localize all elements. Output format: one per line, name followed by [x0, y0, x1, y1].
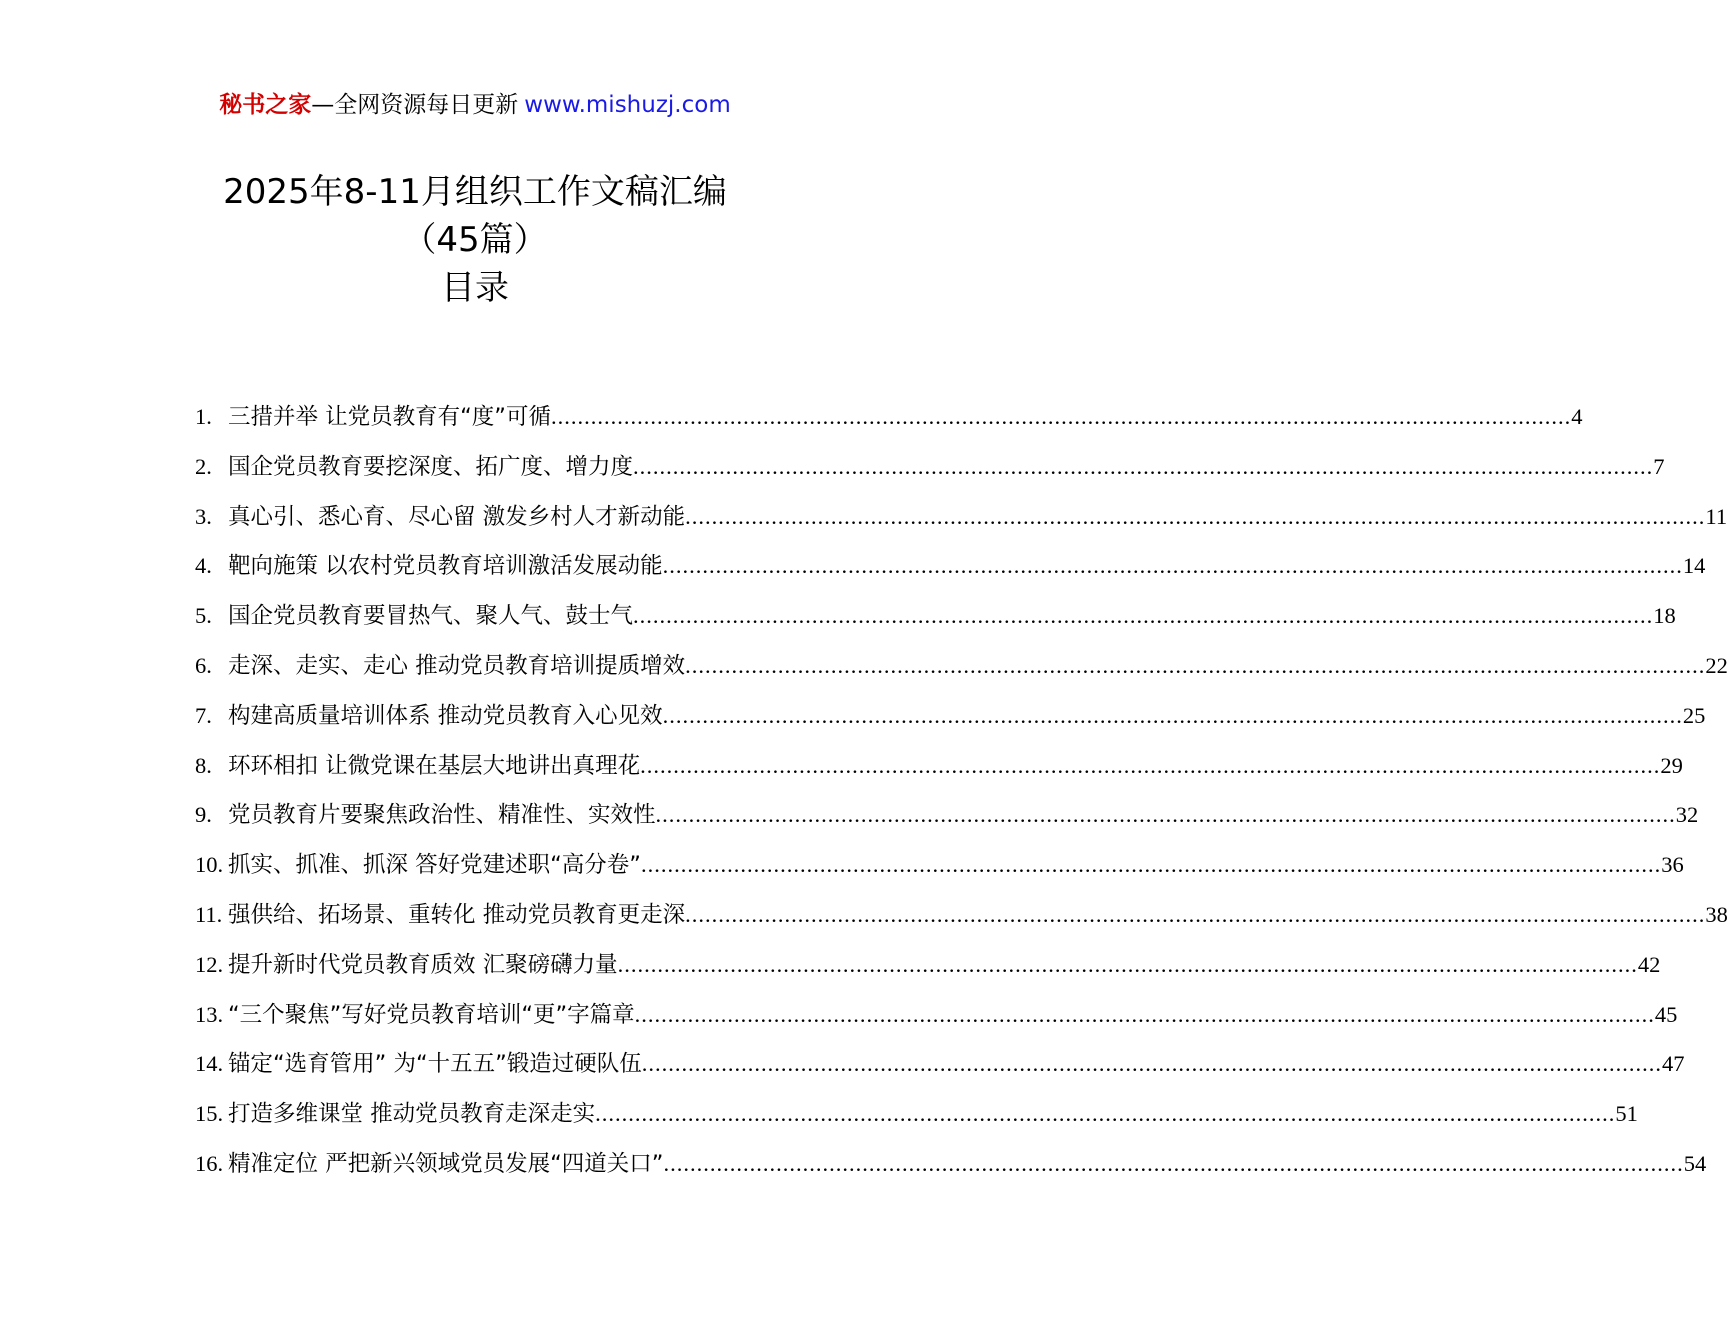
toc-entry-page: 14	[1682, 553, 1706, 579]
toc-entry[interactable]	[195, 442, 1665, 492]
toc-dot-leader	[551, 392, 1571, 442]
toc-entry-number: 13.	[195, 1001, 224, 1027]
toc-dot-leader	[595, 1089, 1615, 1139]
toc-dot-leader	[641, 840, 1661, 890]
toc-entry-title: 抓实、抓准、抓深 答好党建述职“高分卷”	[228, 852, 641, 879]
toc-dot-leader	[685, 890, 1705, 940]
toc-entry-title: 国企党员教育要挖深度、拓广度、增力度	[228, 453, 634, 480]
toc-entry-page: 54	[1683, 1150, 1707, 1176]
toc-entry[interactable]	[195, 840, 1684, 890]
toc-entry-page: 22	[1705, 652, 1728, 678]
header-slogan: —全网资源每日更新	[311, 92, 519, 118]
toc-entry-page: 47	[1662, 1051, 1685, 1077]
toc-entry-page: 29	[1660, 752, 1683, 778]
toc-dot-leader	[656, 790, 1676, 840]
toc-entry-page: 7	[1653, 453, 1665, 479]
toc-entry-number: 7.	[195, 702, 212, 728]
toc-entry-number: 14.	[195, 1051, 224, 1077]
toc-entry-title: “三个聚焦”写好党员教育培训“更”字篇章	[228, 1001, 635, 1028]
toc-entry[interactable]	[195, 641, 1728, 691]
toc-entry-page: 36	[1661, 852, 1684, 878]
toc-entry-number: 1.	[195, 404, 212, 429]
toc-entry-number: 15.	[195, 1101, 224, 1127]
toc-entry-title: 靶向施策 以农村党员教育培训激活发展动能	[228, 553, 663, 580]
toc-entry-title: 精准定位 严把新兴领域党员发展“四道关口”	[228, 1150, 664, 1177]
table-of-contents	[195, 392, 1728, 1189]
toc-heading: 目录	[441, 268, 509, 308]
toc-entry-number: 6.	[195, 652, 212, 678]
toc-entry[interactable]	[195, 940, 1661, 990]
toc-entry-page: 11	[1705, 503, 1728, 529]
toc-entry-number: 11.	[195, 901, 223, 927]
toc-entry-title: 真心引、悉心育、尽心留 激发乡村人才新动能	[228, 503, 686, 530]
toc-dot-leader	[685, 641, 1705, 691]
toc-dot-leader	[685, 492, 1705, 542]
toc-entry-title: 环环相扣 让微党课在基层大地讲出真理花	[228, 752, 641, 779]
toc-dot-leader	[635, 990, 1655, 1040]
toc-entry-page: 4	[1571, 404, 1583, 429]
toc-entry-title: 提升新时代党员教育质效 汇聚磅礴力量	[228, 951, 618, 978]
toc-entry[interactable]	[195, 1139, 1707, 1189]
toc-entry-number: 16.	[195, 1150, 224, 1176]
toc-entry-number: 5.	[195, 603, 212, 629]
toc-entry-page: 42	[1637, 951, 1661, 977]
toc-entry-number: 3.	[195, 503, 212, 529]
toc-entry-page: 18	[1653, 603, 1676, 629]
toc-entry-page: 51	[1615, 1101, 1638, 1127]
toc-entry[interactable]	[195, 790, 1699, 840]
toc-dot-leader	[633, 591, 1653, 641]
toc-entry-title: 构建高质量培训体系 推动党员教育入心见效	[228, 702, 663, 729]
site-header	[0, 88, 950, 122]
toc-entry-page: 45	[1654, 1001, 1678, 1027]
toc-dot-leader	[633, 442, 1653, 492]
toc-entry[interactable]	[195, 890, 1728, 940]
toc-dot-leader	[663, 691, 1683, 741]
toc-entry[interactable]	[195, 1089, 1638, 1139]
brand-name: 秘书之家	[219, 92, 312, 118]
title-block	[0, 168, 950, 312]
toc-entry-title: 党员教育片要聚焦政治性、精准性、实效性	[228, 802, 656, 829]
toc-entry-number: 8.	[195, 752, 212, 778]
toc-dot-leader	[640, 741, 1660, 791]
toc-entry[interactable]	[195, 1039, 1685, 1089]
toc-entry-number: 12.	[195, 951, 224, 977]
toc-entry-title: 走深、走实、走心 推动党员教育培训提质增效	[228, 652, 686, 679]
toc-entry-title: 锚定“选育管用” 为“十五五”锻造过硬队伍	[228, 1051, 642, 1078]
document-title: 2025年8-11月组织工作文稿汇编	[223, 172, 727, 212]
toc-entry-title: 三措并举 让党员教育有“度”可循	[228, 404, 551, 430]
toc-entry[interactable]	[195, 541, 1706, 591]
toc-entry[interactable]	[195, 591, 1676, 641]
toc-entry[interactable]	[195, 741, 1683, 791]
toc-entry-number: 10.	[195, 852, 224, 878]
toc-entry[interactable]	[195, 691, 1706, 741]
toc-entry[interactable]	[195, 392, 1583, 442]
toc-entry-page: 38	[1705, 901, 1728, 927]
toc-entry-number: 2.	[195, 453, 212, 479]
toc-entry-title: 打造多维课堂 推动党员教育走深走实	[228, 1101, 596, 1128]
toc-dot-leader	[663, 1139, 1683, 1189]
document-subtitle: （45篇）	[402, 220, 548, 260]
toc-entry-page: 25	[1682, 702, 1706, 728]
toc-entry-number: 4.	[195, 553, 212, 579]
toc-entry[interactable]	[195, 990, 1678, 1040]
toc-entry-title: 国企党员教育要冒热气、聚人气、鼓士气	[228, 603, 634, 630]
toc-entry-number: 9.	[195, 802, 212, 828]
toc-dot-leader	[642, 1039, 1662, 1089]
toc-entry[interactable]	[195, 492, 1728, 542]
toc-entry-page: 32	[1675, 802, 1699, 828]
toc-dot-leader	[618, 940, 1638, 990]
toc-entry-title: 强供给、拓场景、重转化 推动党员教育更走深	[228, 901, 686, 928]
site-url-link[interactable]: www.mishuzj.com	[524, 92, 731, 118]
toc-dot-leader	[663, 541, 1683, 591]
